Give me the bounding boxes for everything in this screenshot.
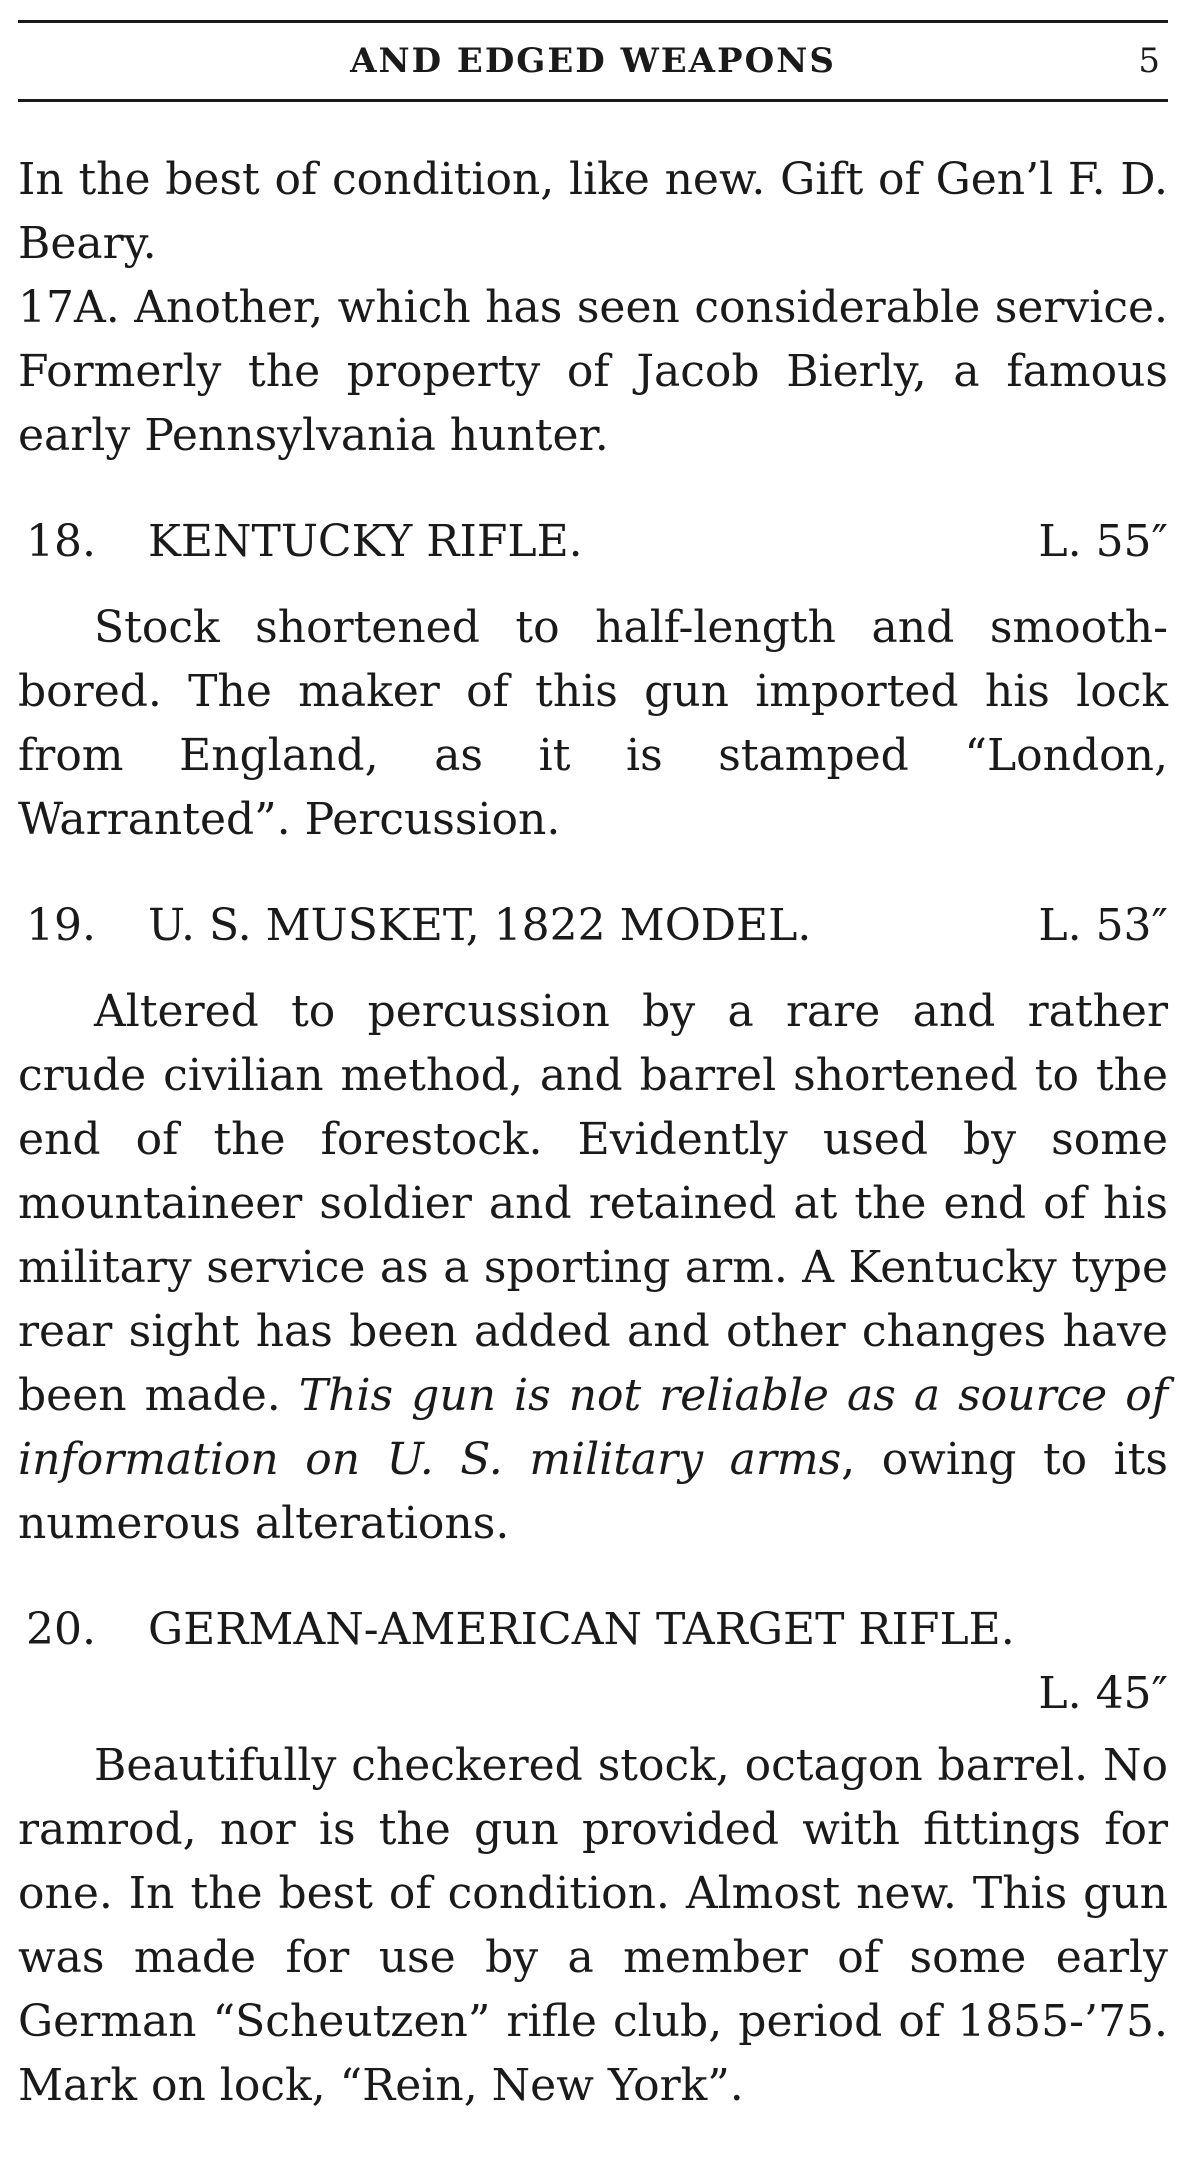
entry-20-title: GERMAN-AMERICAN TARGET RIFLE.: [148, 1604, 1015, 1655]
entry-19-description-end: , owing to its numerous alterations.: [18, 1434, 1168, 1549]
entry-20-number: 20.: [26, 1604, 96, 1655]
entry-19-number: 19.: [26, 900, 96, 951]
document-page: [18, 20, 1168, 2118]
intro-paragraph: In the best of condition, like new. Gift of Gen’l F. D. Beary.: [18, 154, 1168, 269]
entry-20-description: Beautifully checkered stock, octagon barrel. No ramrod, nor is the gun provided with fittings for one. In the best of condition. Almost new. This gun was made for use by a member of some early German “Scheutzen” rifle club, period of 1855-’75. Mark on lock, “Rein, New York”.: [18, 1740, 1168, 2111]
entry-19-heading: [18, 894, 1168, 958]
entry-18-heading: [18, 510, 1168, 574]
entry-20-heading: [18, 1598, 1168, 1662]
item-17a-paragraph: 17A. Another, which has seen considerable service. Formerly the property of Jacob Bierly, a famous early Pennsylvania hunter.: [18, 282, 1168, 461]
running-header: [18, 20, 1168, 102]
entry-18-title: KENTUCKY RIFLE.: [148, 516, 583, 567]
entry-18-description: Stock shortened to half-length and smooth-bored. The maker of this gun imported his lock from England, as it is stamped “London, Warranted”. Percussion.: [18, 602, 1168, 845]
page-number: 5: [1138, 41, 1160, 81]
entry-18-length: L. 55″: [1038, 516, 1168, 567]
entry-19-description-italic: This gun is not reliable as a source of information on U. S. military arms: [18, 1370, 1168, 1485]
entry-19-description-main: Altered to percussion by a rare and rather crude civilian method, and barrel shortened to the end of the forestock. Evidently used by some mountaineer soldier and retained at the end of his military service as a sporting arm. A Kentucky type rear sight has been added and other changes have been made.: [18, 986, 1168, 1421]
entry-18-number: 18.: [26, 516, 96, 567]
entry-19-title: U. S. MUSKET, 1822 MODEL.: [148, 900, 812, 951]
entry-19-length: L. 53″: [1038, 900, 1168, 951]
entry-19-description: [18, 980, 1168, 1556]
header-title: AND EDGED WEAPONS: [350, 41, 836, 81]
entry-20-length: L. 45″: [1038, 1668, 1168, 1719]
